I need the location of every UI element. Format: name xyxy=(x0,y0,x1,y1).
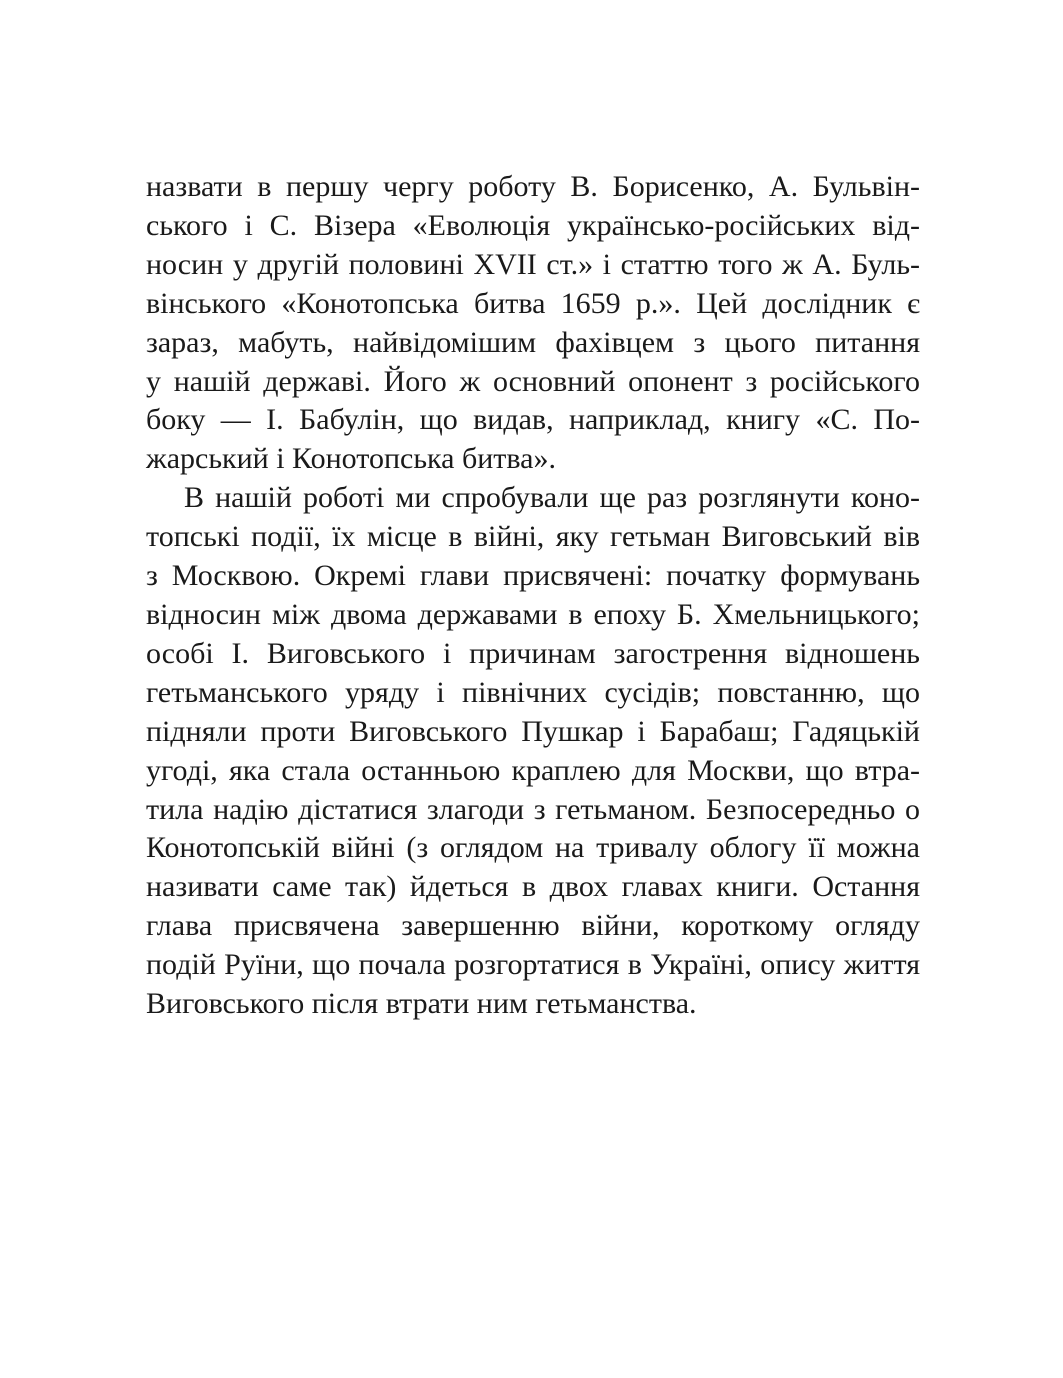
text-line: називати саме так) йдеться в двох главах книги. Остання xyxy=(146,870,920,904)
text-line: відносин між двома державами в епоху Б. Хмельницького; xyxy=(146,597,920,631)
text-line: ського і С. Візера «Еволюція українсько-російських від- xyxy=(146,208,920,242)
text-line: Конотопській війні (з оглядом на тривалу облогу її можна xyxy=(146,831,920,865)
paragraph-1 xyxy=(146,168,920,479)
text-line: топські події, їх місце в війні, яку гетьман Виговський вів xyxy=(146,520,920,554)
text-line: у нашій державі. Його ж основний опонент з російського xyxy=(146,364,920,398)
text-line: зараз, мабуть, найвідомішим фахівцем з цього питання xyxy=(146,325,920,359)
text-line: жарський і Конотопська битва». xyxy=(146,442,556,476)
text-line: угоді, яка стала останньою краплею для Москви, що втра- xyxy=(146,753,920,787)
body-text xyxy=(146,168,920,1024)
text-line: тила надію дістатися злагоди з гетьманом. Безпосередньо о xyxy=(146,792,920,826)
text-line: Виговського після втрати ним гетьманства. xyxy=(146,987,697,1021)
text-line: гетьманського уряду і північних сусідів; повстанню, що xyxy=(146,675,920,709)
text-line: підняли проти Виговського Пушкар і Барабаш; Гадяцькій xyxy=(146,714,920,748)
text-line: носин у другій половині XVII ст.» і статтю того ж А. Буль- xyxy=(146,247,920,281)
text-line: В нашій роботі ми спробували ще раз розглянути коно- xyxy=(184,481,920,515)
paragraph-2 xyxy=(146,479,920,1024)
text-line: вінського «Конотопська битва 1659 р.». Цей дослідник є xyxy=(146,286,920,320)
text-line: глава присвячена завершенню війни, короткому огляду xyxy=(146,909,920,943)
text-line: боку — І. Бабулін, що видав, наприклад, книгу «С. По- xyxy=(146,403,920,437)
text-line: подій Руїни, що почала розгортатися в Україні, опису життя xyxy=(146,948,920,982)
text-line: назвати в першу чергу роботу В. Борисенко, А. Бульвін- xyxy=(146,170,920,203)
text-line: особі І. Виговського і причинам загострення відношень xyxy=(146,636,920,670)
text-line: з Москвою. Окремі глави присвячені: початку формувань xyxy=(146,559,920,593)
